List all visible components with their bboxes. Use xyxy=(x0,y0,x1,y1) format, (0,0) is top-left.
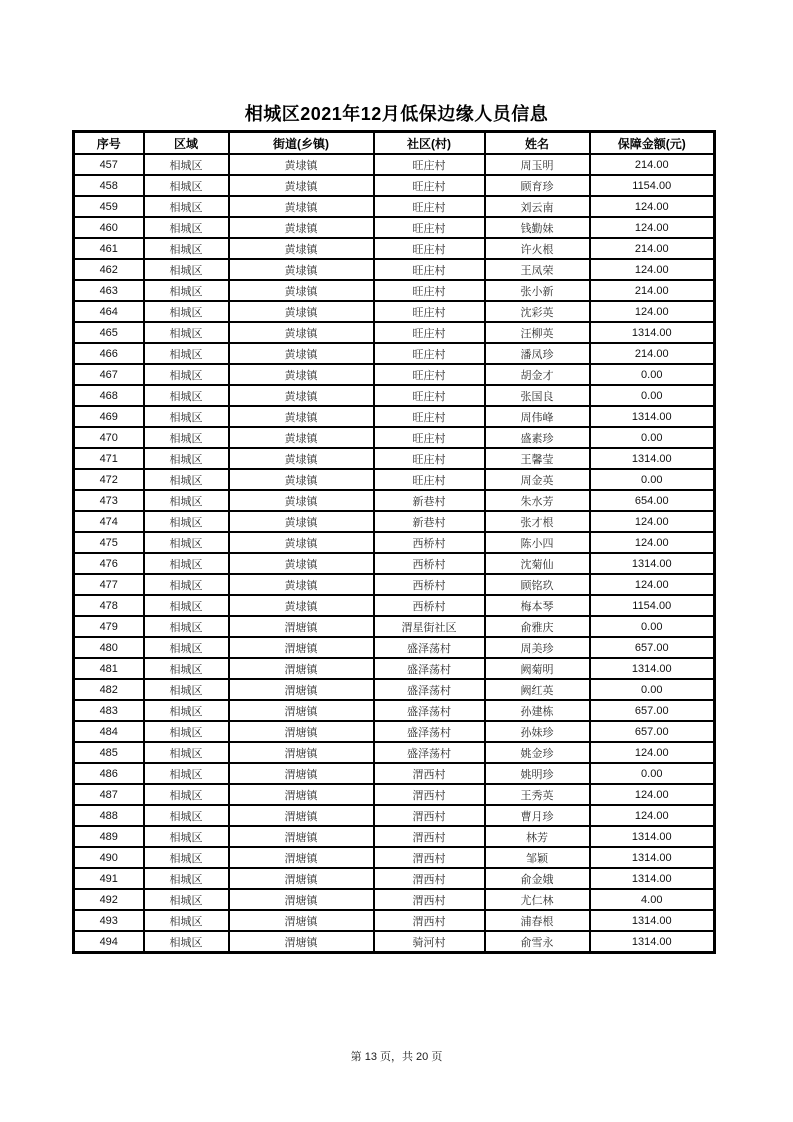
cell-name: 姚金珍 xyxy=(485,742,590,763)
cell-serial: 492 xyxy=(74,889,144,910)
cell-region: 相城区 xyxy=(144,301,229,322)
cell-street: 渭塘镇 xyxy=(229,931,374,953)
cell-amount: 0.00 xyxy=(590,364,715,385)
cell-community: 旺庄村 xyxy=(374,364,485,385)
cell-community: 旺庄村 xyxy=(374,154,485,175)
cell-region: 相城区 xyxy=(144,574,229,595)
cell-name: 张国良 xyxy=(485,385,590,406)
cell-serial: 483 xyxy=(74,700,144,721)
column-header-amount: 保障金额(元) xyxy=(590,132,715,155)
cell-name: 尤仁林 xyxy=(485,889,590,910)
cell-name: 张小新 xyxy=(485,280,590,301)
cell-name: 俞雅庆 xyxy=(485,616,590,637)
cell-serial: 464 xyxy=(74,301,144,322)
cell-amount: 124.00 xyxy=(590,511,715,532)
cell-community: 旺庄村 xyxy=(374,385,485,406)
cell-amount: 1314.00 xyxy=(590,448,715,469)
cell-name: 汪柳英 xyxy=(485,322,590,343)
cell-name: 王馨莹 xyxy=(485,448,590,469)
cell-region: 相城区 xyxy=(144,826,229,847)
cell-amount: 654.00 xyxy=(590,490,715,511)
cell-region: 相城区 xyxy=(144,595,229,616)
cell-amount: 1314.00 xyxy=(590,868,715,889)
cell-region: 相城区 xyxy=(144,280,229,301)
cell-region: 相城区 xyxy=(144,448,229,469)
cell-serial: 465 xyxy=(74,322,144,343)
cell-street: 黄埭镇 xyxy=(229,490,374,511)
table-row xyxy=(74,259,715,280)
cell-community: 旺庄村 xyxy=(374,343,485,364)
header-row xyxy=(74,132,715,155)
cell-region: 相城区 xyxy=(144,175,229,196)
cell-street: 渭塘镇 xyxy=(229,784,374,805)
cell-name: 王凤荣 xyxy=(485,259,590,280)
cell-community: 旺庄村 xyxy=(374,322,485,343)
page-number-text: 第 13 页，共 20 页 xyxy=(350,1051,443,1063)
cell-amount: 4.00 xyxy=(590,889,715,910)
cell-region: 相城区 xyxy=(144,637,229,658)
cell-region: 相城区 xyxy=(144,847,229,868)
cell-serial: 479 xyxy=(74,616,144,637)
cell-amount: 124.00 xyxy=(590,805,715,826)
cell-name: 盛素珍 xyxy=(485,427,590,448)
cell-region: 相城区 xyxy=(144,742,229,763)
table-row xyxy=(74,469,715,490)
cell-serial: 460 xyxy=(74,217,144,238)
cell-amount: 0.00 xyxy=(590,679,715,700)
table-row xyxy=(74,301,715,322)
cell-community: 西桥村 xyxy=(374,553,485,574)
cell-community: 渭西村 xyxy=(374,847,485,868)
cell-amount: 214.00 xyxy=(590,238,715,259)
cell-serial: 475 xyxy=(74,532,144,553)
cell-region: 相城区 xyxy=(144,427,229,448)
cell-region: 相城区 xyxy=(144,406,229,427)
cell-amount: 657.00 xyxy=(590,637,715,658)
cell-name: 浦春根 xyxy=(485,910,590,931)
cell-community: 盛泽荡村 xyxy=(374,637,485,658)
cell-street: 渭塘镇 xyxy=(229,742,374,763)
table-row xyxy=(74,448,715,469)
cell-serial: 478 xyxy=(74,595,144,616)
cell-amount: 124.00 xyxy=(590,742,715,763)
table-row xyxy=(74,280,715,301)
cell-serial: 470 xyxy=(74,427,144,448)
cell-name: 王秀英 xyxy=(485,784,590,805)
cell-street: 黄埭镇 xyxy=(229,406,374,427)
cell-community: 渭星街社区 xyxy=(374,616,485,637)
cell-street: 渭塘镇 xyxy=(229,910,374,931)
cell-serial: 469 xyxy=(74,406,144,427)
cell-serial: 490 xyxy=(74,847,144,868)
cell-amount: 214.00 xyxy=(590,280,715,301)
cell-serial: 486 xyxy=(74,763,144,784)
cell-street: 黄埭镇 xyxy=(229,217,374,238)
cell-community: 旺庄村 xyxy=(374,238,485,259)
cell-amount: 124.00 xyxy=(590,574,715,595)
table-row xyxy=(74,847,715,868)
table-row xyxy=(74,616,715,637)
cell-amount: 214.00 xyxy=(590,154,715,175)
table-row xyxy=(74,511,715,532)
cell-serial: 459 xyxy=(74,196,144,217)
cell-name: 朱水芳 xyxy=(485,490,590,511)
cell-region: 相城区 xyxy=(144,868,229,889)
cell-amount: 1314.00 xyxy=(590,931,715,953)
cell-region: 相城区 xyxy=(144,889,229,910)
cell-amount: 124.00 xyxy=(590,259,715,280)
cell-street: 渭塘镇 xyxy=(229,763,374,784)
cell-street: 渭塘镇 xyxy=(229,616,374,637)
cell-community: 盛泽荡村 xyxy=(374,742,485,763)
column-header-street: 街道(乡镇) xyxy=(229,132,374,155)
cell-name: 沈彩英 xyxy=(485,301,590,322)
cell-name: 阙菊明 xyxy=(485,658,590,679)
cell-amount: 124.00 xyxy=(590,532,715,553)
cell-name: 潘凤珍 xyxy=(485,343,590,364)
cell-name: 孙建栋 xyxy=(485,700,590,721)
cell-region: 相城区 xyxy=(144,490,229,511)
page-footer xyxy=(0,1048,793,1064)
cell-region: 相城区 xyxy=(144,679,229,700)
cell-amount: 1314.00 xyxy=(590,553,715,574)
cell-street: 黄埭镇 xyxy=(229,343,374,364)
table-row xyxy=(74,637,715,658)
column-header-serial: 序号 xyxy=(74,132,144,155)
cell-region: 相城区 xyxy=(144,700,229,721)
cell-community: 渭西村 xyxy=(374,784,485,805)
table-row xyxy=(74,154,715,175)
cell-region: 相城区 xyxy=(144,763,229,784)
cell-community: 盛泽荡村 xyxy=(374,721,485,742)
cell-name: 沈菊仙 xyxy=(485,553,590,574)
cell-serial: 480 xyxy=(74,637,144,658)
cell-serial: 481 xyxy=(74,658,144,679)
cell-serial: 474 xyxy=(74,511,144,532)
cell-amount: 0.00 xyxy=(590,427,715,448)
cell-community: 渭西村 xyxy=(374,889,485,910)
cell-community: 旺庄村 xyxy=(374,469,485,490)
cell-region: 相城区 xyxy=(144,616,229,637)
cell-name: 钱勤妹 xyxy=(485,217,590,238)
table-row xyxy=(74,868,715,889)
table-row xyxy=(74,805,715,826)
cell-street: 黄埭镇 xyxy=(229,301,374,322)
table-row xyxy=(74,595,715,616)
cell-amount: 1314.00 xyxy=(590,826,715,847)
table-row xyxy=(74,175,715,196)
cell-region: 相城区 xyxy=(144,658,229,679)
table-row xyxy=(74,742,715,763)
cell-amount: 0.00 xyxy=(590,763,715,784)
table-row xyxy=(74,658,715,679)
cell-street: 黄埭镇 xyxy=(229,154,374,175)
cell-region: 相城区 xyxy=(144,805,229,826)
cell-region: 相城区 xyxy=(144,784,229,805)
table-row xyxy=(74,406,715,427)
cell-amount: 1314.00 xyxy=(590,406,715,427)
cell-serial: 473 xyxy=(74,490,144,511)
cell-region: 相城区 xyxy=(144,217,229,238)
cell-street: 黄埭镇 xyxy=(229,385,374,406)
cell-region: 相城区 xyxy=(144,553,229,574)
cell-serial: 476 xyxy=(74,553,144,574)
cell-region: 相城区 xyxy=(144,322,229,343)
table-row xyxy=(74,385,715,406)
table-row xyxy=(74,322,715,343)
cell-street: 黄埭镇 xyxy=(229,595,374,616)
table-row xyxy=(74,364,715,385)
cell-region: 相城区 xyxy=(144,196,229,217)
cell-community: 盛泽荡村 xyxy=(374,700,485,721)
cell-street: 黄埭镇 xyxy=(229,322,374,343)
table-row xyxy=(74,889,715,910)
cell-community: 旺庄村 xyxy=(374,259,485,280)
cell-street: 渭塘镇 xyxy=(229,658,374,679)
table-row xyxy=(74,910,715,931)
cell-community: 旺庄村 xyxy=(374,280,485,301)
cell-serial: 461 xyxy=(74,238,144,259)
cell-street: 渭塘镇 xyxy=(229,847,374,868)
cell-amount: 1154.00 xyxy=(590,595,715,616)
cell-community: 西桥村 xyxy=(374,532,485,553)
cell-name: 许火根 xyxy=(485,238,590,259)
table-row xyxy=(74,826,715,847)
cell-name: 刘云南 xyxy=(485,196,590,217)
cell-community: 渭西村 xyxy=(374,868,485,889)
cell-street: 黄埭镇 xyxy=(229,553,374,574)
cell-region: 相城区 xyxy=(144,910,229,931)
page-title: 相城区2021年12月低保边缘人员信息 xyxy=(244,104,549,124)
cell-region: 相城区 xyxy=(144,364,229,385)
cell-street: 黄埭镇 xyxy=(229,259,374,280)
cell-name: 阙红英 xyxy=(485,679,590,700)
cell-region: 相城区 xyxy=(144,154,229,175)
cell-street: 渭塘镇 xyxy=(229,637,374,658)
cell-community: 西桥村 xyxy=(374,574,485,595)
cell-serial: 491 xyxy=(74,868,144,889)
benefits-table xyxy=(72,130,716,954)
cell-street: 渭塘镇 xyxy=(229,868,374,889)
cell-name: 周伟峰 xyxy=(485,406,590,427)
cell-street: 黄埭镇 xyxy=(229,196,374,217)
cell-street: 黄埭镇 xyxy=(229,280,374,301)
cell-serial: 489 xyxy=(74,826,144,847)
cell-street: 渭塘镇 xyxy=(229,721,374,742)
cell-community: 西桥村 xyxy=(374,595,485,616)
cell-name: 俞金娥 xyxy=(485,868,590,889)
cell-region: 相城区 xyxy=(144,532,229,553)
cell-community: 骑河村 xyxy=(374,931,485,953)
cell-region: 相城区 xyxy=(144,385,229,406)
cell-community: 新巷村 xyxy=(374,490,485,511)
cell-name: 顾育珍 xyxy=(485,175,590,196)
table-row xyxy=(74,427,715,448)
cell-community: 旺庄村 xyxy=(374,301,485,322)
cell-name: 顾铭玖 xyxy=(485,574,590,595)
cell-street: 渭塘镇 xyxy=(229,700,374,721)
table-row xyxy=(74,217,715,238)
table-row xyxy=(74,931,715,953)
cell-community: 旺庄村 xyxy=(374,427,485,448)
table-row xyxy=(74,679,715,700)
cell-amount: 1314.00 xyxy=(590,847,715,868)
cell-amount: 214.00 xyxy=(590,343,715,364)
cell-community: 旺庄村 xyxy=(374,217,485,238)
cell-region: 相城区 xyxy=(144,721,229,742)
cell-region: 相城区 xyxy=(144,343,229,364)
cell-community: 盛泽荡村 xyxy=(374,679,485,700)
table-header xyxy=(74,132,715,155)
cell-community: 旺庄村 xyxy=(374,175,485,196)
cell-amount: 0.00 xyxy=(590,469,715,490)
cell-street: 黄埭镇 xyxy=(229,511,374,532)
cell-amount: 124.00 xyxy=(590,217,715,238)
cell-serial: 488 xyxy=(74,805,144,826)
cell-amount: 124.00 xyxy=(590,301,715,322)
cell-street: 黄埭镇 xyxy=(229,175,374,196)
cell-serial: 485 xyxy=(74,742,144,763)
cell-community: 新巷村 xyxy=(374,511,485,532)
cell-street: 黄埭镇 xyxy=(229,364,374,385)
table-row xyxy=(74,532,715,553)
cell-serial: 477 xyxy=(74,574,144,595)
cell-name: 俞雪永 xyxy=(485,931,590,953)
cell-street: 黄埭镇 xyxy=(229,427,374,448)
cell-serial: 484 xyxy=(74,721,144,742)
cell-serial: 493 xyxy=(74,910,144,931)
cell-name: 张才根 xyxy=(485,511,590,532)
cell-region: 相城区 xyxy=(144,259,229,280)
cell-street: 渭塘镇 xyxy=(229,805,374,826)
cell-serial: 487 xyxy=(74,784,144,805)
cell-region: 相城区 xyxy=(144,931,229,953)
cell-region: 相城区 xyxy=(144,238,229,259)
cell-street: 黄埭镇 xyxy=(229,574,374,595)
table-row xyxy=(74,490,715,511)
cell-amount: 1314.00 xyxy=(590,658,715,679)
table-row xyxy=(74,238,715,259)
column-header-region: 区域 xyxy=(144,132,229,155)
cell-name: 周金英 xyxy=(485,469,590,490)
cell-street: 渭塘镇 xyxy=(229,889,374,910)
cell-amount: 657.00 xyxy=(590,700,715,721)
table-row xyxy=(74,700,715,721)
cell-community: 渭西村 xyxy=(374,805,485,826)
cell-community: 旺庄村 xyxy=(374,448,485,469)
cell-community: 渭西村 xyxy=(374,910,485,931)
cell-serial: 467 xyxy=(74,364,144,385)
cell-serial: 466 xyxy=(74,343,144,364)
cell-community: 旺庄村 xyxy=(374,196,485,217)
table-row xyxy=(74,574,715,595)
cell-region: 相城区 xyxy=(144,469,229,490)
cell-name: 梅本琴 xyxy=(485,595,590,616)
table-row xyxy=(74,721,715,742)
cell-name: 陈小四 xyxy=(485,532,590,553)
cell-amount: 124.00 xyxy=(590,196,715,217)
cell-name: 姚明珍 xyxy=(485,763,590,784)
table-row xyxy=(74,784,715,805)
cell-amount: 657.00 xyxy=(590,721,715,742)
cell-serial: 463 xyxy=(74,280,144,301)
cell-community: 渭西村 xyxy=(374,763,485,784)
cell-serial: 468 xyxy=(74,385,144,406)
cell-amount: 1154.00 xyxy=(590,175,715,196)
cell-serial: 494 xyxy=(74,931,144,953)
cell-name: 林芳 xyxy=(485,826,590,847)
column-header-name: 姓名 xyxy=(485,132,590,155)
cell-street: 黄埭镇 xyxy=(229,469,374,490)
cell-name: 胡金才 xyxy=(485,364,590,385)
cell-serial: 471 xyxy=(74,448,144,469)
cell-street: 黄埭镇 xyxy=(229,532,374,553)
cell-amount: 0.00 xyxy=(590,616,715,637)
cell-amount: 1314.00 xyxy=(590,322,715,343)
table-row xyxy=(74,196,715,217)
table-body xyxy=(74,154,715,953)
cell-street: 渭塘镇 xyxy=(229,826,374,847)
cell-serial: 462 xyxy=(74,259,144,280)
cell-street: 渭塘镇 xyxy=(229,679,374,700)
cell-region: 相城区 xyxy=(144,511,229,532)
cell-name: 周美珍 xyxy=(485,637,590,658)
table-row xyxy=(74,343,715,364)
cell-amount: 0.00 xyxy=(590,385,715,406)
cell-amount: 124.00 xyxy=(590,784,715,805)
cell-street: 黄埭镇 xyxy=(229,448,374,469)
cell-community: 旺庄村 xyxy=(374,406,485,427)
cell-serial: 457 xyxy=(74,154,144,175)
cell-street: 黄埭镇 xyxy=(229,238,374,259)
column-header-community: 社区(村) xyxy=(374,132,485,155)
table-row xyxy=(74,553,715,574)
cell-name: 周玉明 xyxy=(485,154,590,175)
cell-community: 渭西村 xyxy=(374,826,485,847)
cell-name: 曹月珍 xyxy=(485,805,590,826)
table-row xyxy=(74,763,715,784)
cell-name: 孙妹珍 xyxy=(485,721,590,742)
cell-amount: 1314.00 xyxy=(590,910,715,931)
cell-serial: 482 xyxy=(74,679,144,700)
cell-serial: 472 xyxy=(74,469,144,490)
cell-serial: 458 xyxy=(74,175,144,196)
cell-name: 邹颖 xyxy=(485,847,590,868)
cell-community: 盛泽荡村 xyxy=(374,658,485,679)
